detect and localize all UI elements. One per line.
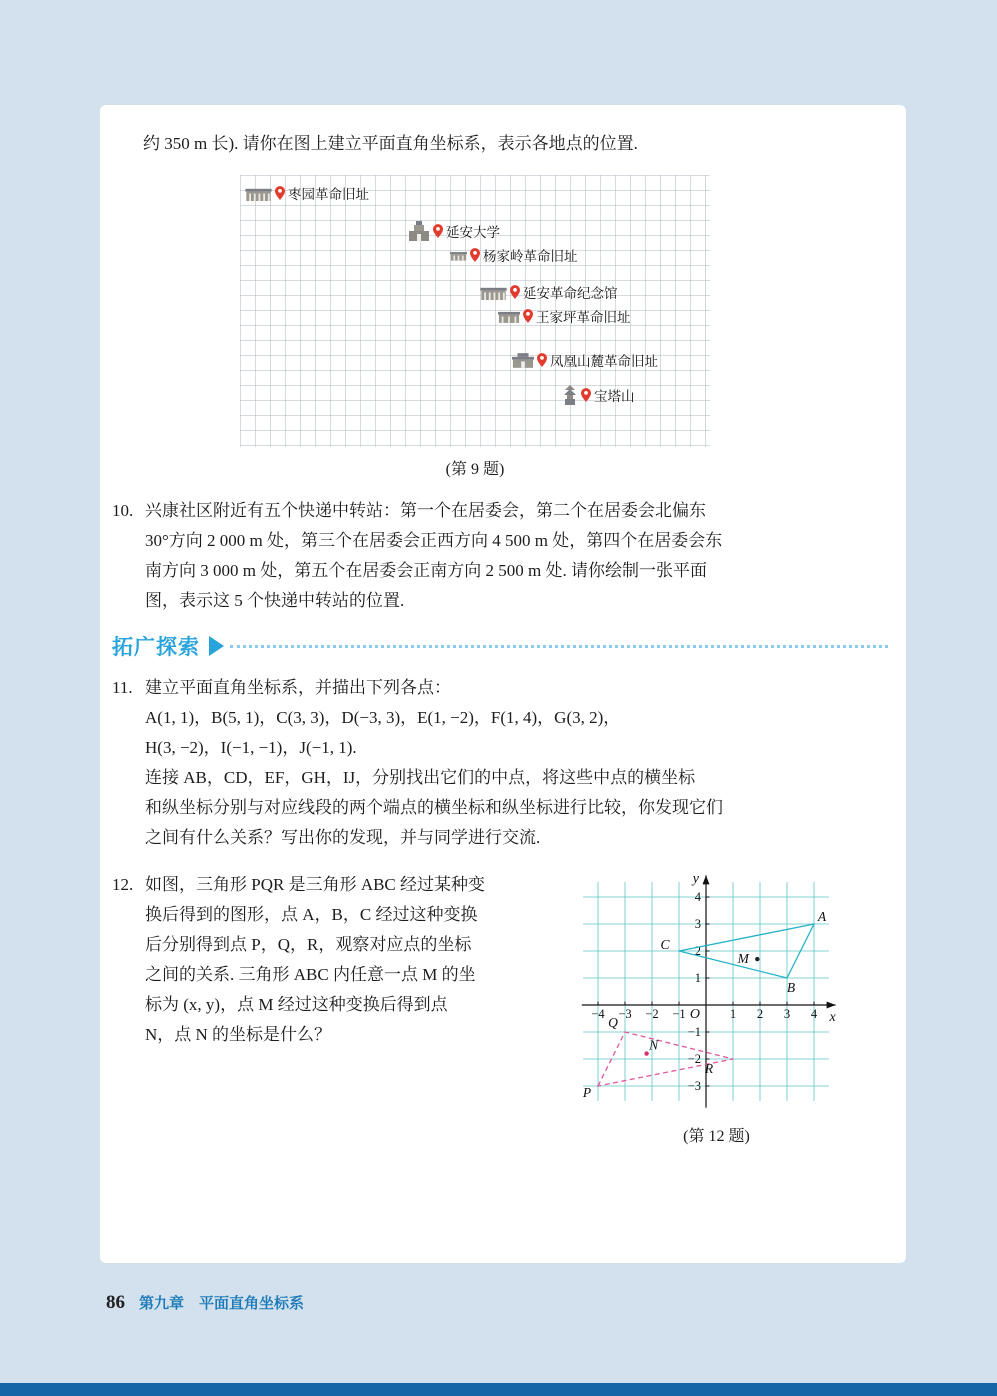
vertex-label-A: A — [817, 909, 826, 924]
map-location-label: 王家坪革命旧址 — [536, 310, 631, 325]
vertex-label-B: B — [786, 980, 795, 995]
map-location-label: 延安大学 — [446, 225, 500, 240]
y-tick-label: 4 — [694, 890, 701, 904]
text-line: 换后得到的图形，点 A，B，C 经过这种变换 — [145, 905, 478, 924]
figure12 — [565, 872, 868, 1152]
text-line: 图，表示这 5 个快递中转站的位置. — [145, 591, 405, 610]
y-tick-label: 1 — [694, 971, 701, 985]
text-line: 如图，三角形 PQR 是三角形 ABC 经过某种变 — [145, 875, 486, 894]
text-line: 之间的关系. 三角形 ABC 内任意一点 M 的坐 — [145, 965, 476, 984]
point-label-N: N — [648, 1037, 658, 1053]
problem-number: 11. — [112, 678, 133, 697]
y-tick-label: −2 — [687, 1052, 701, 1066]
map-location-label: 枣园革命旧址 — [288, 187, 369, 202]
x-tick-label: 3 — [783, 1007, 790, 1021]
y-tick-label: −1 — [687, 1025, 701, 1039]
y-tick-label: −3 — [687, 1079, 701, 1093]
building-icon — [408, 221, 430, 241]
problem-text — [145, 673, 868, 853]
vertex-label-R: R — [704, 1061, 713, 1076]
map-location-label: 宝塔山 — [594, 389, 635, 404]
vertex-label-C: C — [659, 937, 670, 952]
location-pin-icon — [523, 309, 533, 323]
y-axis-label: y — [692, 872, 699, 887]
figure12-caption: (第 12 题) — [683, 1128, 750, 1145]
vertex-label-P: P — [582, 1085, 591, 1100]
map-location-label: 延安革命纪念馆 — [523, 286, 618, 301]
building-icon — [512, 353, 534, 368]
problem-number: 12. — [112, 875, 134, 894]
point-label-M: M — [737, 951, 749, 967]
text-line: 连接 AB，CD，EF，GH，IJ，分别找出它们的中点，将这些中点的横坐标 — [145, 768, 696, 787]
location-pin-icon — [510, 285, 520, 299]
text-line: 南方向 3 000 m 处，第五个在居委会正南方向 2 500 m 处. 请你绘制一张平面 — [145, 561, 707, 580]
bottom-edge-bar — [0, 1383, 997, 1396]
text-line: 30°方向 2 000 m 处，第三个在居委会正西方向 4 500 m 处，第四个在居委会东 — [145, 531, 723, 550]
problem-11 — [112, 673, 868, 853]
text-line: 建立平面直角坐标系，并描出下列各点： — [145, 678, 451, 697]
map-location — [498, 306, 631, 326]
building-icon — [498, 310, 520, 323]
map-location — [562, 385, 635, 405]
x-tick-label: −2 — [644, 1007, 659, 1021]
building-icon — [450, 250, 467, 261]
content-card — [100, 105, 906, 1263]
location-pin-icon — [275, 186, 285, 200]
location-pin-icon — [581, 388, 591, 402]
text-line: 之间有什么关系？写出你的发现，并与同学进行交流. — [145, 828, 541, 847]
section-header-tuoguang-tansuo — [112, 631, 868, 661]
origin-label: O — [689, 1007, 700, 1022]
dotted-divider — [230, 645, 888, 648]
text-line: 标为 (x, y)，点 M 经过这种变换后得到点 — [145, 995, 448, 1014]
building-icon — [480, 285, 507, 300]
map-location-label: 杨家岭革命旧址 — [483, 249, 578, 264]
x-tick-label: 2 — [756, 1007, 763, 1021]
map-figure — [112, 175, 868, 479]
chapter-label: 第九章 平面直角坐标系 — [139, 1296, 305, 1312]
map-location — [480, 282, 618, 302]
text-line: 后分别得到点 P，Q，R，观察对应点的坐标 — [145, 935, 472, 954]
vertex-label-Q: Q — [607, 1015, 618, 1030]
text-line: 和纵坐标分别与对应线段的两个端点的横坐标和纵坐标进行比较，你发现它们 — [145, 798, 723, 817]
x-tick-label: −1 — [671, 1007, 686, 1021]
problem-text — [145, 870, 557, 1050]
x-tick-label: 4 — [810, 1007, 817, 1021]
x-tick-label: −4 — [590, 1007, 605, 1021]
problem-text — [145, 496, 868, 616]
page-footer — [106, 1292, 304, 1314]
problem-10 — [112, 496, 868, 616]
location-pin-icon — [470, 248, 480, 262]
text-line: 兴康社区附近有五个快递中转站：第一个在居委会，第二个在居委会北偏东 — [145, 501, 706, 520]
map-location — [245, 183, 369, 203]
location-pin-icon — [433, 224, 443, 238]
building-icon — [245, 186, 272, 201]
problem9-continuation-text: 约 350 m 长). 请你在图上建立平面直角坐标系，表示各地点的位置. — [143, 134, 638, 153]
map-location — [512, 350, 658, 370]
section-title: 拓广探索 — [112, 636, 200, 659]
problem-number: 10. — [112, 501, 134, 520]
page-number: 86 — [106, 1292, 125, 1313]
x-axis-label: x — [828, 1010, 836, 1025]
map-location — [408, 221, 500, 241]
x-axis-arrow — [826, 1002, 835, 1009]
problem-12 — [112, 870, 868, 1152]
location-pin-icon — [537, 353, 547, 367]
x-tick-label: 1 — [729, 1007, 736, 1021]
map-grid — [240, 175, 710, 447]
text-line: A(1, 1)，B(5, 1)，C(3, 3)，D(−3, 3)，E(1, −2)，F(1, 4)，G(3, 2)， — [145, 708, 621, 727]
triangle-arrow-icon — [209, 636, 224, 656]
map-location — [450, 245, 578, 265]
text-line: H(3, −2)，I(−1, −1)，J(−1, 1). — [145, 738, 357, 757]
x-tick-label: −3 — [617, 1007, 632, 1021]
pagoda-icon — [562, 385, 578, 405]
coordinate-graph — [578, 872, 856, 1114]
figure9-caption: (第 9 题) — [445, 461, 505, 478]
point-M — [755, 957, 759, 961]
map-location-label: 凤凰山麓革命旧址 — [550, 354, 658, 369]
y-tick-label: 3 — [694, 917, 701, 931]
y-tick-label: 2 — [694, 944, 701, 958]
text-line: N，点 N 的坐标是什么？ — [145, 1025, 332, 1044]
y-axis-arrow — [702, 875, 709, 884]
